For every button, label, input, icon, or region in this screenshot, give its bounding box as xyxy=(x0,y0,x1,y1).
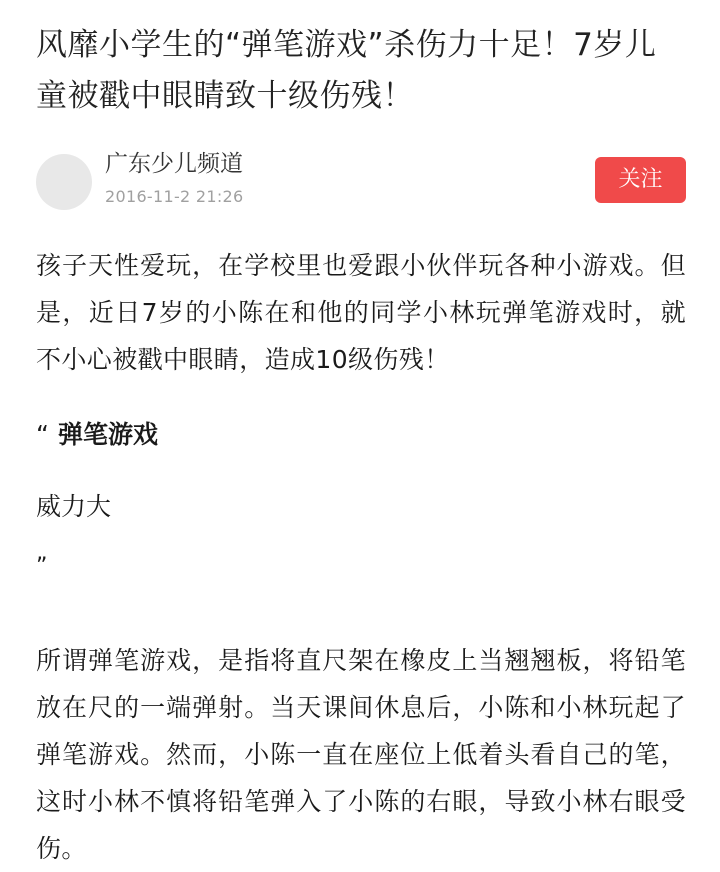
article-paragraph-2: 所谓弹笔游戏，是指将直尺架在橡皮上当翘翘板，将铅笔放在尺的一端弹射。当天课间休息后，小陈和小林玩起了弹笔游戏。然而，小陈一直在座位上低着头看自己的笔，这时小林不慎将铅笔弹入了小陈的右眼，导致小林右眼受伤。 xyxy=(36,646,686,863)
author-name[interactable]: 广东少儿频道 xyxy=(105,151,243,177)
quote-line: 威力大 xyxy=(36,492,112,521)
close-quote-mark: ” xyxy=(36,554,48,579)
quote-heading xyxy=(36,411,686,458)
publish-date: 2016-11-2 21:26 xyxy=(105,187,244,206)
author-info-row xyxy=(36,146,686,216)
author-avatar[interactable] xyxy=(36,154,92,210)
open-quote-mark: “ xyxy=(36,420,49,449)
follow-button[interactable]: 关注 xyxy=(595,157,686,203)
article-title: 风靡小学生的“弹笔游戏”杀伤力十足！7岁儿童被戳中眼睛致十级伤残！ xyxy=(36,27,657,114)
article-paragraph-1: 孩子天性爱玩，在学校里也爱跟小伙伴玩各种小游戏。但是，近日7岁的小陈在和他的同学小林玩弹笔游戏时，就不小心被戳中眼睛，造成10级伤残！ xyxy=(36,251,686,374)
quote-heading-text: 弹笔游戏 xyxy=(58,420,159,449)
